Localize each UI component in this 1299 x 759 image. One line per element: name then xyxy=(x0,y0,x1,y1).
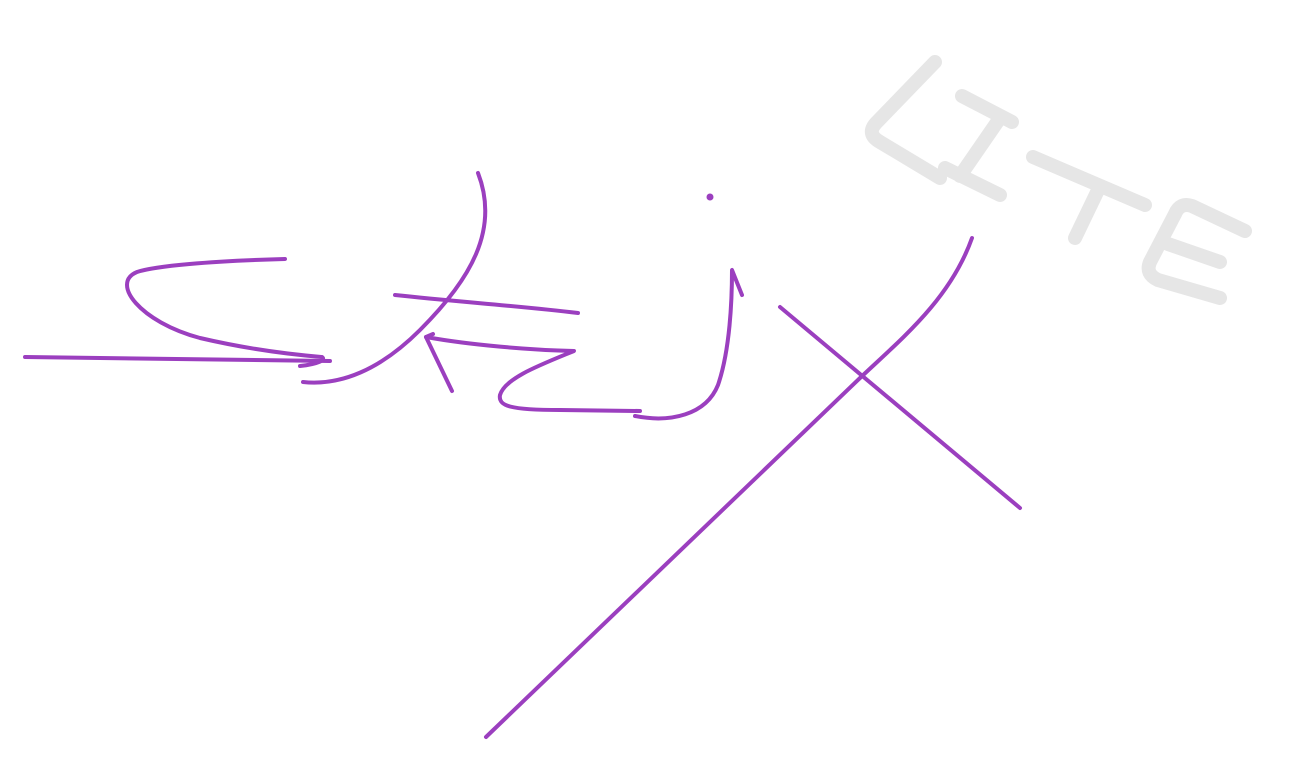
watermark-letter-i xyxy=(945,96,1012,195)
signature-stroke-zigzag xyxy=(426,337,640,411)
watermark-letter-l xyxy=(872,62,940,178)
watermark-letter-t xyxy=(1033,157,1145,238)
signature-stroke-underline xyxy=(25,357,330,361)
signature-stroke-loop xyxy=(127,259,323,366)
signature-dot xyxy=(707,194,714,201)
signature-stroke-x-short xyxy=(780,307,1020,508)
watermark-letter-e xyxy=(1149,205,1245,298)
signature-stroke-tall-curve xyxy=(303,173,485,383)
watermark-lite xyxy=(872,62,1245,298)
signature-stroke-crossbar xyxy=(395,295,578,313)
signature-strokes xyxy=(25,173,1020,737)
signature-stroke-hook xyxy=(635,270,742,418)
